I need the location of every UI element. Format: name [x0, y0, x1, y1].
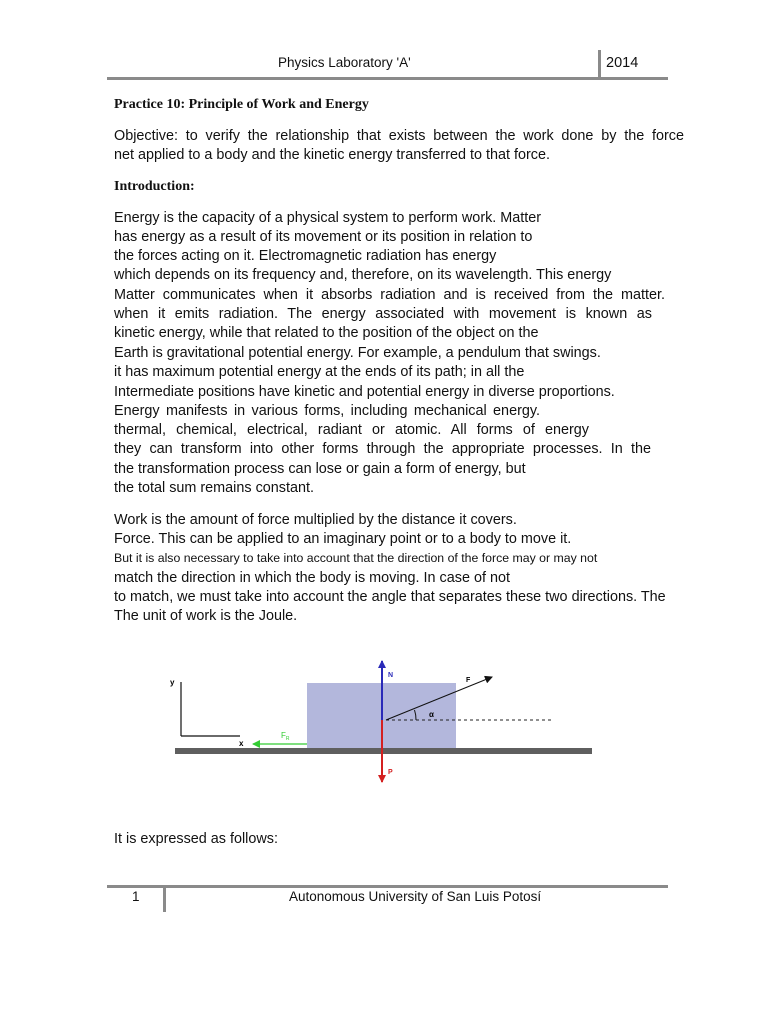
header-year: 2014 — [606, 55, 639, 71]
header-rule — [107, 77, 668, 80]
weight-label: P — [388, 769, 393, 776]
friction-symbol: F — [281, 731, 286, 740]
x-axis-label: x — [239, 739, 244, 748]
paragraph-line: which depends on its frequency and, therefore, on its wavelength. This energy — [114, 267, 612, 283]
introduction-heading: Introduction: — [114, 179, 195, 194]
objective-line: Objective: to verify the relationship that exists between the work done by the force — [114, 128, 684, 144]
force-diagram — [160, 650, 600, 790]
friction-subscript: R — [285, 736, 290, 742]
paragraph-line: Work is the amount of force multiplied by the distance it covers. — [114, 512, 517, 528]
angle-label: α — [429, 710, 434, 719]
footer-rule — [107, 885, 668, 888]
paragraph-line: the total sum remains constant. — [114, 480, 314, 496]
objective-line: net applied to a body and the kinetic energy transferred to that force. — [114, 147, 550, 163]
footer-divider — [163, 887, 166, 912]
page-number: 1 — [132, 889, 140, 904]
header-divider — [598, 50, 601, 78]
paragraph-line: Matter communicates when it absorbs radiation and is received from the matter. — [114, 287, 665, 303]
paragraph-line: Energy is the capacity of a physical system to perform work. Matter — [114, 210, 542, 226]
normal-force-label: N — [388, 672, 394, 679]
paragraph-line: the forces acting on it. Electromagnetic radiation has energy — [114, 248, 497, 264]
paragraph-line: to match, we must take into account the angle that separates these two directions. The — [114, 589, 666, 605]
paragraph-line: kinetic energy, while that related to the position of the object on the — [114, 325, 539, 341]
practice-title: Practice 10: Principle of Work and Energy — [114, 97, 369, 112]
header-title: Physics Laboratory 'A' — [278, 55, 411, 70]
friction-label — [281, 731, 290, 742]
footer-university: Autonomous University of San Luis Potosí — [289, 889, 542, 904]
paragraph-line: has energy as a result of its movement or its position in relation to — [114, 229, 533, 245]
expressed-text: It is expressed as follows: — [114, 831, 278, 847]
applied-force-label: F — [466, 677, 471, 684]
paragraph-line: Earth is gravitational potential energy. For example, a pendulum that swings. — [114, 345, 601, 361]
paragraph-line: they can transform into other forms through the appropriate processes. In the — [114, 441, 651, 457]
paragraph-line: Energy manifests in various forms, including mechanical energy. — [114, 403, 540, 419]
paragraph-line: But it is also necessary to take into account that the direction of the force may or may not — [114, 551, 598, 565]
paragraph-line: the transformation process can lose or gain a form of energy, but — [114, 461, 526, 477]
paragraph-line: thermal, chemical, electrical, radiant or atomic. All forms of energy — [114, 422, 589, 438]
paragraph-line: Force. This can be applied to an imaginary point or to a body to move it. — [114, 531, 572, 547]
ground — [175, 748, 592, 754]
paragraph-line: Intermediate positions have kinetic and potential energy in diverse proportions. — [114, 384, 615, 400]
paragraph-line: it has maximum potential energy at the ends of its path; in all the — [114, 364, 525, 380]
paragraph-line: when it emits radiation. The energy associated with movement is known as — [114, 306, 652, 322]
y-axis-label: y — [170, 678, 175, 687]
paragraph-line: The unit of work is the Joule. — [114, 608, 298, 624]
paragraph-line: match the direction in which the body is moving. In case of not — [114, 570, 510, 586]
